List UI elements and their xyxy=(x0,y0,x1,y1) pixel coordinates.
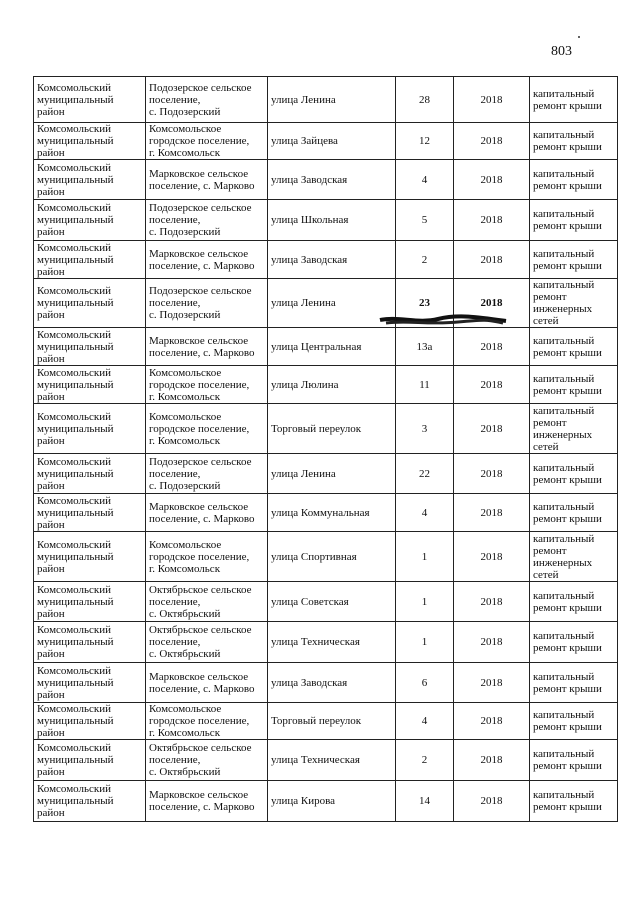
district-cell xyxy=(34,160,146,200)
house-number-cell-text: 13а xyxy=(416,340,433,353)
work-type-cell-text: капитальный ремонт крыши xyxy=(533,589,602,614)
house-number-cell xyxy=(396,703,454,740)
table-row xyxy=(34,241,618,279)
table-row xyxy=(34,160,618,200)
work-type-cell xyxy=(530,703,618,740)
work-type-cell-text: капитальный ремонт крыши xyxy=(533,709,602,733)
settlement-cell-text: Комсомольское городское поселение, г. Комсомольск xyxy=(149,538,250,575)
work-type-cell xyxy=(530,241,618,279)
settlement-cell xyxy=(146,781,268,822)
settlement-cell xyxy=(146,454,268,494)
district-cell xyxy=(34,740,146,781)
street-cell-text: улица Кирова xyxy=(271,795,336,807)
street-cell xyxy=(268,703,396,740)
house-number-cell xyxy=(396,77,454,123)
year-cell-text: 2018 xyxy=(480,506,503,519)
district-cell-text: Комсомольский муниципальный район xyxy=(37,241,114,278)
street-cell xyxy=(268,123,396,160)
work-type-cell xyxy=(530,328,618,366)
house-number-cell-text: 1 xyxy=(421,550,428,563)
table-row xyxy=(34,404,618,454)
street-cell xyxy=(268,160,396,200)
district-cell-text: Комсомольский муниципальный район xyxy=(37,410,114,447)
district-cell-text: Комсомольский муниципальный район xyxy=(37,703,114,739)
work-type-cell xyxy=(530,77,618,123)
district-cell xyxy=(34,77,146,123)
year-cell-text: 2018 xyxy=(480,676,503,689)
house-number-cell-text: 5 xyxy=(421,214,428,226)
scribble-mark xyxy=(378,314,508,326)
year-cell-text: 2018 xyxy=(480,340,503,353)
street-cell-text: улица Заводская xyxy=(271,253,348,266)
page-number: 803 xyxy=(551,44,572,59)
house-number-cell xyxy=(396,404,454,454)
street-cell-text: улица Люлина xyxy=(271,378,339,391)
district-cell xyxy=(34,279,146,328)
settlement-cell xyxy=(146,663,268,703)
work-type-cell xyxy=(530,404,618,454)
year-cell xyxy=(454,532,530,582)
settlement-cell xyxy=(146,703,268,740)
year-cell xyxy=(454,454,530,494)
table-row xyxy=(34,279,618,328)
table-row xyxy=(34,740,618,781)
table-row xyxy=(34,532,618,582)
table-row xyxy=(34,366,618,404)
street-cell-text: улица Ленина xyxy=(271,93,336,106)
house-number-cell-text: 12 xyxy=(419,135,430,147)
speck-mark xyxy=(578,36,580,38)
work-type-cell-text: капитальный ремонт инженерных сетей xyxy=(533,279,595,327)
settlement-cell xyxy=(146,622,268,663)
street-cell xyxy=(268,328,396,366)
work-type-cell-text: капитальный ремонт крыши xyxy=(533,789,602,813)
house-number-cell-text: 28 xyxy=(419,93,430,106)
street-cell-text: улица Ленина xyxy=(271,297,336,309)
table-row xyxy=(34,77,618,123)
work-type-cell-text: капитальный ремонт крыши xyxy=(533,670,602,695)
district-cell xyxy=(34,582,146,622)
house-number-cell xyxy=(396,160,454,200)
table-row xyxy=(34,328,618,366)
district-cell-text: Комсомольский муниципальный район xyxy=(37,328,114,365)
settlement-cell xyxy=(146,494,268,532)
settlement-cell xyxy=(146,404,268,454)
district-cell xyxy=(34,454,146,494)
work-type-cell xyxy=(530,454,618,494)
house-number-cell-text: 2 xyxy=(421,253,428,266)
settlement-cell-text: Подозерское сельское поселение, с. Подозерский xyxy=(149,81,252,118)
street-cell-text: улица Техническая xyxy=(271,636,360,648)
district-cell-text: Комсомольский муниципальный район xyxy=(37,81,114,118)
settlement-cell-text: Марковское сельское поселение, с. Марково xyxy=(149,500,255,525)
district-cell xyxy=(34,532,146,582)
year-cell-text: 2018 xyxy=(480,550,503,563)
settlement-cell-text: Октябрьское сельское поселение, с. Октябрьский xyxy=(149,742,252,778)
street-cell-text: улица Заводская xyxy=(271,676,348,689)
street-cell-text: улица Спортивная xyxy=(271,550,357,563)
district-cell xyxy=(34,703,146,740)
district-cell-text: Комсомольский муниципальный район xyxy=(37,742,114,778)
district-cell xyxy=(34,494,146,532)
house-number-cell-text: 1 xyxy=(421,595,428,608)
table-row xyxy=(34,454,618,494)
street-cell-text: улица Школьная xyxy=(271,214,349,226)
settlement-cell xyxy=(146,366,268,404)
work-type-cell xyxy=(530,663,618,703)
house-number-cell-text: 2 xyxy=(421,754,428,766)
settlement-cell xyxy=(146,77,268,123)
work-type-cell xyxy=(530,494,618,532)
work-type-cell-text: капитальный ремонт крыши xyxy=(533,461,602,486)
work-type-cell-text: капитальный ремонт крыши xyxy=(533,247,602,272)
settlement-cell xyxy=(146,279,268,328)
settlement-cell-text: Марковское сельское поселение, с. Марково xyxy=(149,789,255,813)
year-cell xyxy=(454,77,530,123)
year-cell-text: 2018 xyxy=(480,253,503,266)
house-number-cell xyxy=(396,454,454,494)
house-number-cell-text: 6 xyxy=(421,676,428,689)
settlement-cell-text: Подозерское сельское поселение, с. Подозерский xyxy=(149,455,252,492)
district-cell-text: Комсомольский муниципальный район xyxy=(37,123,114,159)
year-cell-text: 2018 xyxy=(480,378,503,391)
settlement-cell-text: Подозерское сельское поселение, с. Подозерский xyxy=(149,202,252,238)
district-cell-text: Комсомольский муниципальный район xyxy=(37,538,114,575)
house-number-cell-text: 14 xyxy=(419,795,430,807)
work-type-cell xyxy=(530,582,618,622)
table-row xyxy=(34,663,618,703)
settlement-cell-text: Подозерское сельское поселение, с. Подозерский xyxy=(149,285,252,321)
work-type-cell-text: капитальный ремонт крыши xyxy=(533,208,602,232)
house-number-cell xyxy=(396,740,454,781)
settlement-cell xyxy=(146,200,268,241)
year-cell xyxy=(454,123,530,160)
table-row xyxy=(34,200,618,241)
settlement-cell-text: Октябрьское сельское поселение, с. Октябрьский xyxy=(149,624,252,660)
settlement-cell xyxy=(146,582,268,622)
work-type-cell-text: капитальный ремонт крыши xyxy=(533,748,602,772)
work-type-cell-text: капитальный ремонт крыши xyxy=(533,129,602,153)
house-number-cell xyxy=(396,532,454,582)
district-cell-text: Комсомольский муниципальный район xyxy=(37,455,114,492)
settlement-cell xyxy=(146,532,268,582)
district-cell xyxy=(34,328,146,366)
district-cell xyxy=(34,366,146,404)
district-cell xyxy=(34,241,146,279)
table-row xyxy=(34,123,618,160)
district-cell xyxy=(34,123,146,160)
work-type-cell-text: капитальный ремонт крыши xyxy=(533,500,602,525)
work-type-cell xyxy=(530,279,618,328)
year-cell xyxy=(454,200,530,241)
street-cell xyxy=(268,366,396,404)
work-type-cell-text: капитальный ремонт инженерных сетей xyxy=(533,532,595,581)
year-cell xyxy=(454,160,530,200)
table-row xyxy=(34,582,618,622)
work-type-cell xyxy=(530,123,618,160)
street-cell xyxy=(268,781,396,822)
street-cell xyxy=(268,494,396,532)
settlement-cell-text: Марковское сельское поселение, с. Марково xyxy=(149,334,255,359)
house-number-cell xyxy=(396,123,454,160)
year-cell-text: 2018 xyxy=(480,715,503,727)
work-type-cell-text: капитальный ремонт крыши xyxy=(533,372,602,397)
year-cell-text: 2018 xyxy=(480,795,503,807)
district-cell xyxy=(34,404,146,454)
repair-schedule-table xyxy=(33,76,618,822)
district-cell-text: Комсомольский муниципальный район xyxy=(37,285,114,321)
year-cell xyxy=(454,494,530,532)
district-cell xyxy=(34,622,146,663)
table-row xyxy=(34,622,618,663)
house-number-cell-text: 1 xyxy=(421,636,428,648)
district-cell-text: Комсомольский муниципальный район xyxy=(37,202,114,238)
settlement-cell xyxy=(146,740,268,781)
settlement-cell xyxy=(146,123,268,160)
house-number-cell-text: 4 xyxy=(421,173,428,186)
year-cell-text: 2018 xyxy=(480,173,503,186)
year-cell xyxy=(454,622,530,663)
district-cell-text: Комсомольский муниципальный район xyxy=(37,494,114,531)
work-type-cell-text: капитальный ремонт крыши xyxy=(533,167,602,192)
work-type-cell xyxy=(530,740,618,781)
year-cell xyxy=(454,740,530,781)
year-cell xyxy=(454,703,530,740)
street-cell xyxy=(268,200,396,241)
street-cell-text: улица Коммунальная xyxy=(271,506,370,519)
district-cell-text: Комсомольский муниципальный район xyxy=(37,664,114,701)
street-cell-text: Торговый переулок xyxy=(271,715,362,727)
year-cell-text: 2018 xyxy=(480,135,503,147)
house-number-cell xyxy=(396,622,454,663)
settlement-cell-text: Марковское сельское поселение, с. Марково xyxy=(149,247,255,272)
district-cell-text: Комсомольский муниципальный район xyxy=(37,783,114,819)
district-cell xyxy=(34,663,146,703)
settlement-cell-text: Комсомольское городское поселение, г. Комсомольск xyxy=(149,703,250,739)
street-cell xyxy=(268,241,396,279)
work-type-cell xyxy=(530,622,618,663)
house-number-cell-text: 22 xyxy=(419,467,430,480)
street-cell-text: улица Ленина xyxy=(271,467,336,480)
street-cell-text: улица Техническая xyxy=(271,754,360,766)
year-cell xyxy=(454,328,530,366)
district-cell xyxy=(34,200,146,241)
work-type-cell xyxy=(530,532,618,582)
work-type-cell xyxy=(530,366,618,404)
house-number-cell xyxy=(396,328,454,366)
district-cell-text: Комсомольский муниципальный район xyxy=(37,583,114,620)
district-cell xyxy=(34,781,146,822)
year-cell xyxy=(454,663,530,703)
street-cell xyxy=(268,622,396,663)
year-cell-text: 2018 xyxy=(480,214,503,226)
work-type-cell-text: капитальный ремонт крыши xyxy=(533,630,602,654)
year-cell-text: 2018 xyxy=(480,93,503,106)
house-number-cell-text: 4 xyxy=(421,506,428,519)
settlement-cell-text: Марковское сельское поселение, с. Марково xyxy=(149,670,255,695)
house-number-cell xyxy=(396,366,454,404)
year-cell xyxy=(454,582,530,622)
street-cell xyxy=(268,582,396,622)
house-number-cell xyxy=(396,494,454,532)
street-cell xyxy=(268,663,396,703)
street-cell xyxy=(268,404,396,454)
house-number-cell xyxy=(396,663,454,703)
table-row xyxy=(34,703,618,740)
work-type-cell-text: капитальный ремонт крыши xyxy=(533,87,602,112)
house-number-cell-text: 11 xyxy=(419,378,430,391)
house-number-cell xyxy=(396,781,454,822)
table-row xyxy=(34,781,618,822)
work-type-cell xyxy=(530,160,618,200)
settlement-cell-text: Марковское сельское поселение, с. Марково xyxy=(149,167,255,192)
year-cell-text: 2018 xyxy=(480,636,503,648)
year-cell xyxy=(454,781,530,822)
district-cell-text: Комсомольский муниципальный район xyxy=(37,366,114,403)
year-cell-text: 2018 xyxy=(480,754,503,766)
house-number-cell xyxy=(396,582,454,622)
street-cell-text: улица Зайцева xyxy=(271,135,338,147)
settlement-cell-text: Комсомольское городское поселение, г. Комсомольск xyxy=(149,366,250,403)
street-cell-text: улица Заводская xyxy=(271,173,348,186)
district-cell-text: Комсомольский муниципальный район xyxy=(37,161,114,198)
settlement-cell xyxy=(146,241,268,279)
work-type-cell-text: капитальный ремонт крыши xyxy=(533,334,602,359)
year-cell-text: 2018 xyxy=(480,422,503,435)
district-cell-text: Комсомольский муниципальный район xyxy=(37,624,114,660)
house-number-cell-text: 3 xyxy=(421,422,428,435)
year-cell-text: 2018 xyxy=(480,467,503,480)
street-cell xyxy=(268,279,396,328)
work-type-cell-text: капитальный ремонт инженерных сетей xyxy=(533,404,595,453)
year-cell-text: 2018 xyxy=(480,595,503,608)
settlement-cell-text: Комсомольское городское поселение, г. Комсомольск xyxy=(149,123,250,159)
street-cell-text: улица Советская xyxy=(271,595,349,608)
settlement-cell xyxy=(146,328,268,366)
settlement-cell xyxy=(146,160,268,200)
street-cell-text: улица Центральная xyxy=(271,340,362,353)
settlement-cell-text: Комсомольское городское поселение, г. Комсомольск xyxy=(149,410,250,447)
settlement-cell-text: Октябрьское сельское поселение, с. Октябрьский xyxy=(149,583,252,620)
work-type-cell xyxy=(530,200,618,241)
street-cell xyxy=(268,454,396,494)
table-row xyxy=(34,494,618,532)
work-type-cell xyxy=(530,781,618,822)
year-cell xyxy=(454,404,530,454)
house-number-cell-text: 4 xyxy=(421,715,428,727)
street-cell xyxy=(268,740,396,781)
street-cell-text: Торговый переулок xyxy=(271,422,362,435)
street-cell xyxy=(268,77,396,123)
house-number-cell xyxy=(396,200,454,241)
year-cell-text: 2018 xyxy=(480,297,503,309)
house-number-cell xyxy=(396,241,454,279)
year-cell xyxy=(454,366,530,404)
year-cell xyxy=(454,241,530,279)
house-number-cell-text: 23 xyxy=(419,297,430,309)
street-cell xyxy=(268,532,396,582)
